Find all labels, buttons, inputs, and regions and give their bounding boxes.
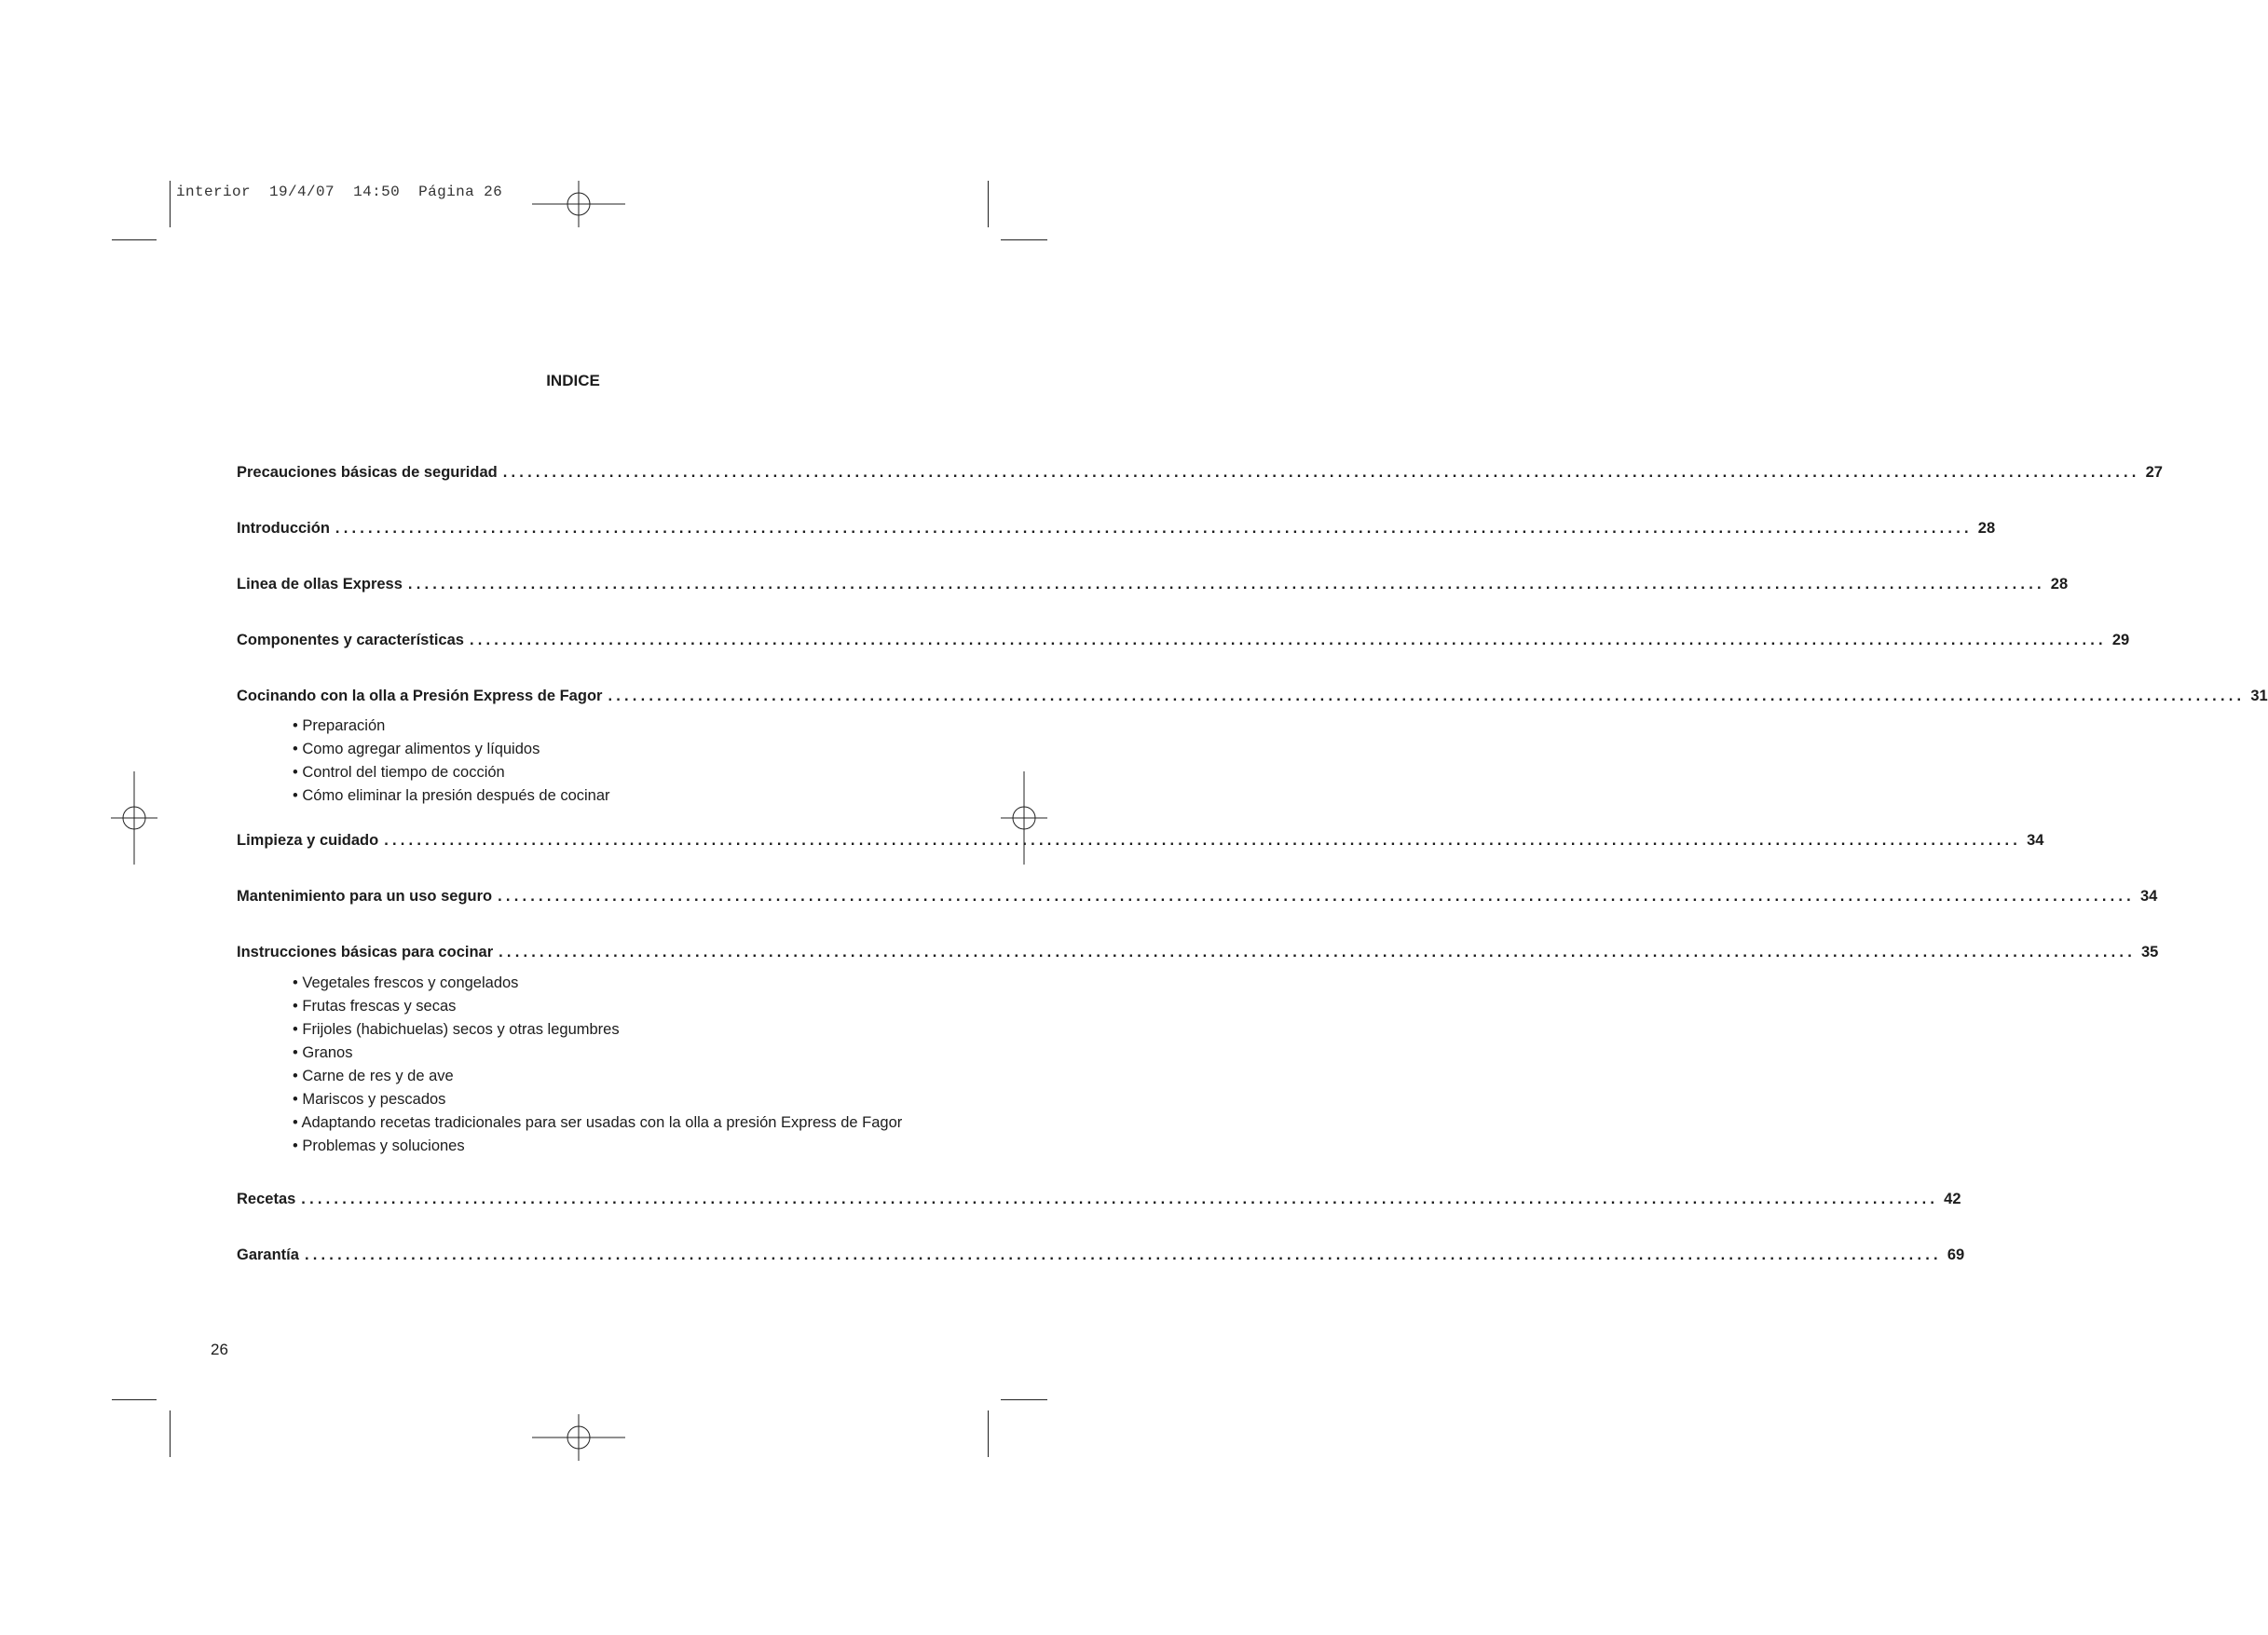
toc-entry-label: Recetas — [237, 1191, 296, 1207]
toc-entry-page: 28 — [1977, 520, 1996, 537]
toc-leader-dots: ........................................................................................................................................................................................................ — [301, 1191, 1939, 1207]
crop-mark-top-left-vertical — [170, 181, 171, 227]
crop-mark-top-left-horizontal — [112, 239, 157, 240]
toc-entry-label: Cocinando con la olla a Presión Express de Fagor — [237, 688, 603, 704]
toc-entry-label: Componentes y características — [237, 632, 464, 648]
toc-entry — [237, 632, 2130, 654]
toc-entry-page: 34 — [2139, 888, 2158, 905]
toc-entry — [237, 688, 2268, 710]
toc-entry-page: 69 — [1947, 1247, 1965, 1263]
slug-date: 19/4/07 — [269, 184, 335, 200]
toc-leader-dots: ........................................................................................................................................................................................................ — [469, 632, 2107, 648]
toc-subitem: • Como agregar alimentos y líquidos — [293, 741, 540, 757]
toc-subitem: • Preparación — [293, 717, 386, 734]
crop-mark-bottom-right-vertical — [988, 1410, 989, 1457]
page-number: 26 — [211, 1341, 228, 1358]
page-title: INDICE — [546, 372, 600, 389]
registration-mark-right — [977, 771, 1071, 865]
toc-leader-dots: ........................................................................................................................................................................................................ — [608, 688, 2246, 704]
toc-subitem: • Frutas frescas y secas — [293, 998, 457, 1015]
toc-leader-dots: ........................................................................................................................................................................................................ — [304, 1247, 1942, 1263]
crop-mark-bottom-left-horizontal — [112, 1399, 157, 1400]
toc-entry-page: 34 — [2027, 832, 2044, 849]
toc-subitem: • Vegetales frescos y congelados — [293, 974, 519, 991]
toc-leader-dots: ........................................................................................................................................................................................................ — [384, 832, 2022, 849]
printer-slug — [176, 184, 502, 200]
toc-leader-dots: ........................................................................................................................................................................................................ — [498, 888, 2135, 905]
toc-subitem: • Cómo eliminar la presión después de cocinar — [293, 787, 610, 804]
toc-entry-page: 27 — [2145, 464, 2163, 481]
toc-entry — [237, 944, 2159, 966]
toc-entry-label: Limpieza y cuidado — [237, 832, 379, 849]
registration-mark-bottom — [532, 1391, 625, 1484]
toc-entry-page: 29 — [2111, 632, 2130, 648]
toc-leader-dots: ........................................................................................................................................................................................................ — [502, 464, 2140, 481]
crop-mark-bottom-right-horizontal — [1001, 1399, 1047, 1400]
toc-entry — [237, 832, 2044, 854]
toc-leader-dots: ........................................................................................................................................................................................................ — [499, 944, 2136, 961]
toc-subitem: • Adaptando recetas tradicionales para ser usadas con la olla a presión Express de Fagor — [293, 1114, 903, 1131]
toc-entry-page: 31 — [2250, 688, 2268, 704]
toc-subitem: • Problemas y soluciones — [293, 1138, 465, 1154]
toc-entry-page: 35 — [2141, 944, 2159, 961]
toc-entry-label: Garantía — [237, 1247, 299, 1263]
toc-subitem: • Carne de res y de ave — [293, 1068, 454, 1084]
registration-mark-top — [532, 157, 625, 251]
toc-leader-dots: ........................................................................................................................................................................................................ — [407, 576, 2045, 593]
toc-entry — [237, 464, 2163, 486]
toc-entry — [237, 1191, 1961, 1213]
toc-entry — [237, 1247, 1965, 1269]
toc-entry-label: Linea de ollas Express — [237, 576, 403, 593]
toc-entry-label: Instrucciones básicas para cocinar — [237, 944, 494, 961]
toc-entry-label: Mantenimiento para un uso seguro — [237, 888, 493, 905]
slug-time: 14:50 — [353, 184, 401, 200]
registration-mark-left — [88, 771, 181, 865]
crop-mark-bottom-left-vertical — [170, 1410, 171, 1457]
toc-entry-label: Introducción — [237, 520, 330, 537]
toc-subitem: • Mariscos y pescados — [293, 1091, 446, 1108]
toc-entry-label: Precauciones básicas de seguridad — [237, 464, 498, 481]
slug-page-label: Página 26 — [418, 184, 503, 200]
toc-entry — [237, 520, 1996, 542]
crop-mark-top-right-vertical — [988, 181, 989, 227]
toc-entry — [237, 576, 2069, 598]
toc-entry-page: 42 — [1944, 1191, 1961, 1207]
toc-subitem: • Control del tiempo de cocción — [293, 764, 505, 781]
slug-file: interior — [176, 184, 252, 200]
toc-entry-page: 28 — [2050, 576, 2069, 593]
toc-subitem: • Frijoles (habichuelas) secos y otras legumbres — [293, 1021, 620, 1038]
toc-subitem: • Granos — [293, 1044, 353, 1061]
toc-entry — [237, 888, 2158, 910]
toc-leader-dots: ........................................................................................................................................................................................................ — [335, 520, 1973, 537]
crop-mark-top-right-horizontal — [1001, 239, 1047, 240]
